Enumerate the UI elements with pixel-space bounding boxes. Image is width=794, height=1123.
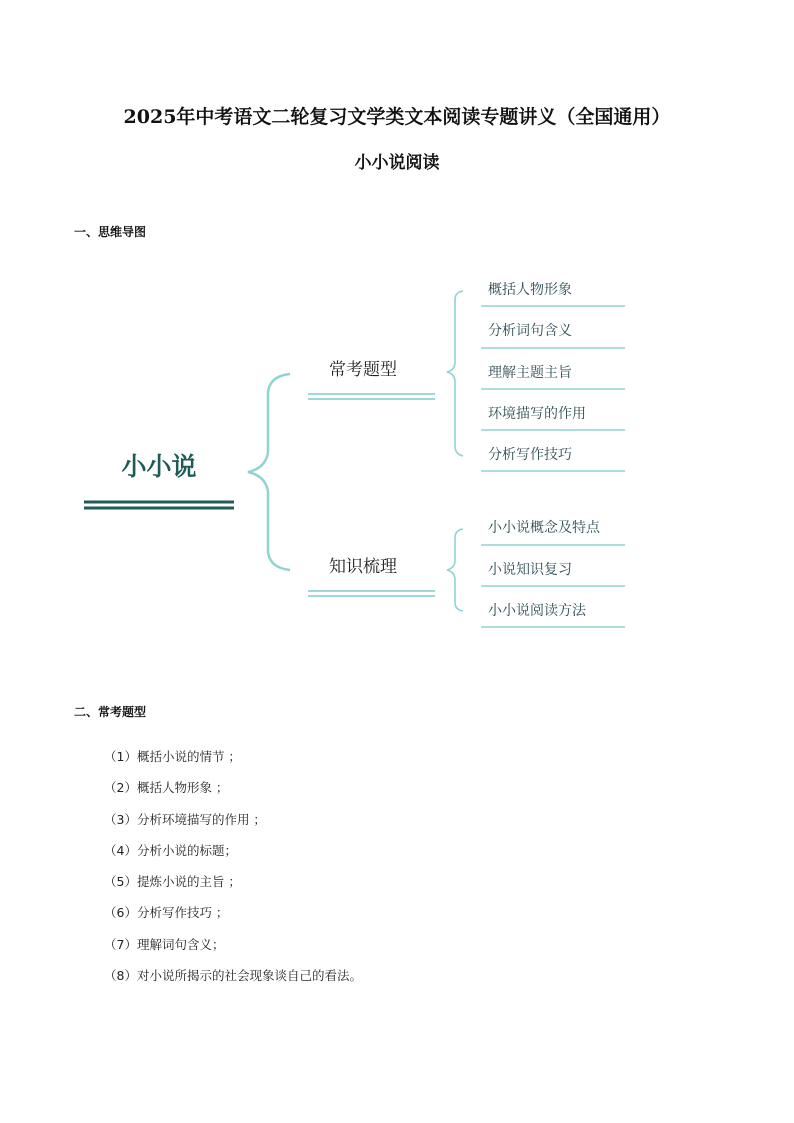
branch-1-item: 理解主题主旨 [488, 365, 572, 381]
branch-label-1: 常考题型 [329, 360, 397, 380]
branch-1-item: 分析写作技巧 [488, 447, 572, 463]
section-heading-questions: 二、常考题型 [74, 705, 147, 719]
sub-bracket-2 [447, 529, 463, 611]
main-bracket [248, 374, 290, 570]
branch-label-2: 知识梳理 [329, 557, 397, 577]
question-type-item: （6）分析写作技巧 ； [104, 905, 229, 921]
sub-bracket-1 [447, 291, 463, 456]
branch-1-items [481, 281, 625, 471]
branch-1-item: 分析词句含义 [488, 323, 572, 339]
question-type-item: （4）分析小说的标题； [104, 842, 237, 858]
branch-1-item: 概括人物形象 [488, 282, 572, 298]
question-type-list [104, 747, 362, 997]
document-title: 2025年中考语文二轮复习文学类文本阅读专题讲义（全国通用） [123, 106, 671, 128]
question-type-item: （8）对小说所揭示的社会现象谈自己的看法。 [104, 968, 362, 984]
branch-2-item: 小说知识复习 [488, 562, 572, 578]
branch-1-item: 环境描写的作用 [488, 406, 586, 422]
document-subtitle: 小小说阅读 [354, 153, 440, 173]
question-type-item: （1）概括小说的情节 ； [104, 749, 241, 764]
branch-2-item: 小小说阅读方法 [488, 603, 586, 619]
question-type-item: （5）提炼小说的主旨 ； [104, 874, 241, 890]
mindmap-root-label: 小小说 [121, 452, 197, 481]
question-type-item: （2）概括人物形象 ； [104, 780, 229, 796]
question-type-item: （3）分析环境描写的作用 ； [104, 811, 266, 827]
branch-2-items [481, 519, 625, 627]
question-type-item: （7）理解词句含义； [104, 936, 225, 952]
section-heading-mindmap: 一、思维导图 [74, 225, 147, 239]
branch-2-item: 小小说概念及特点 [488, 520, 600, 536]
